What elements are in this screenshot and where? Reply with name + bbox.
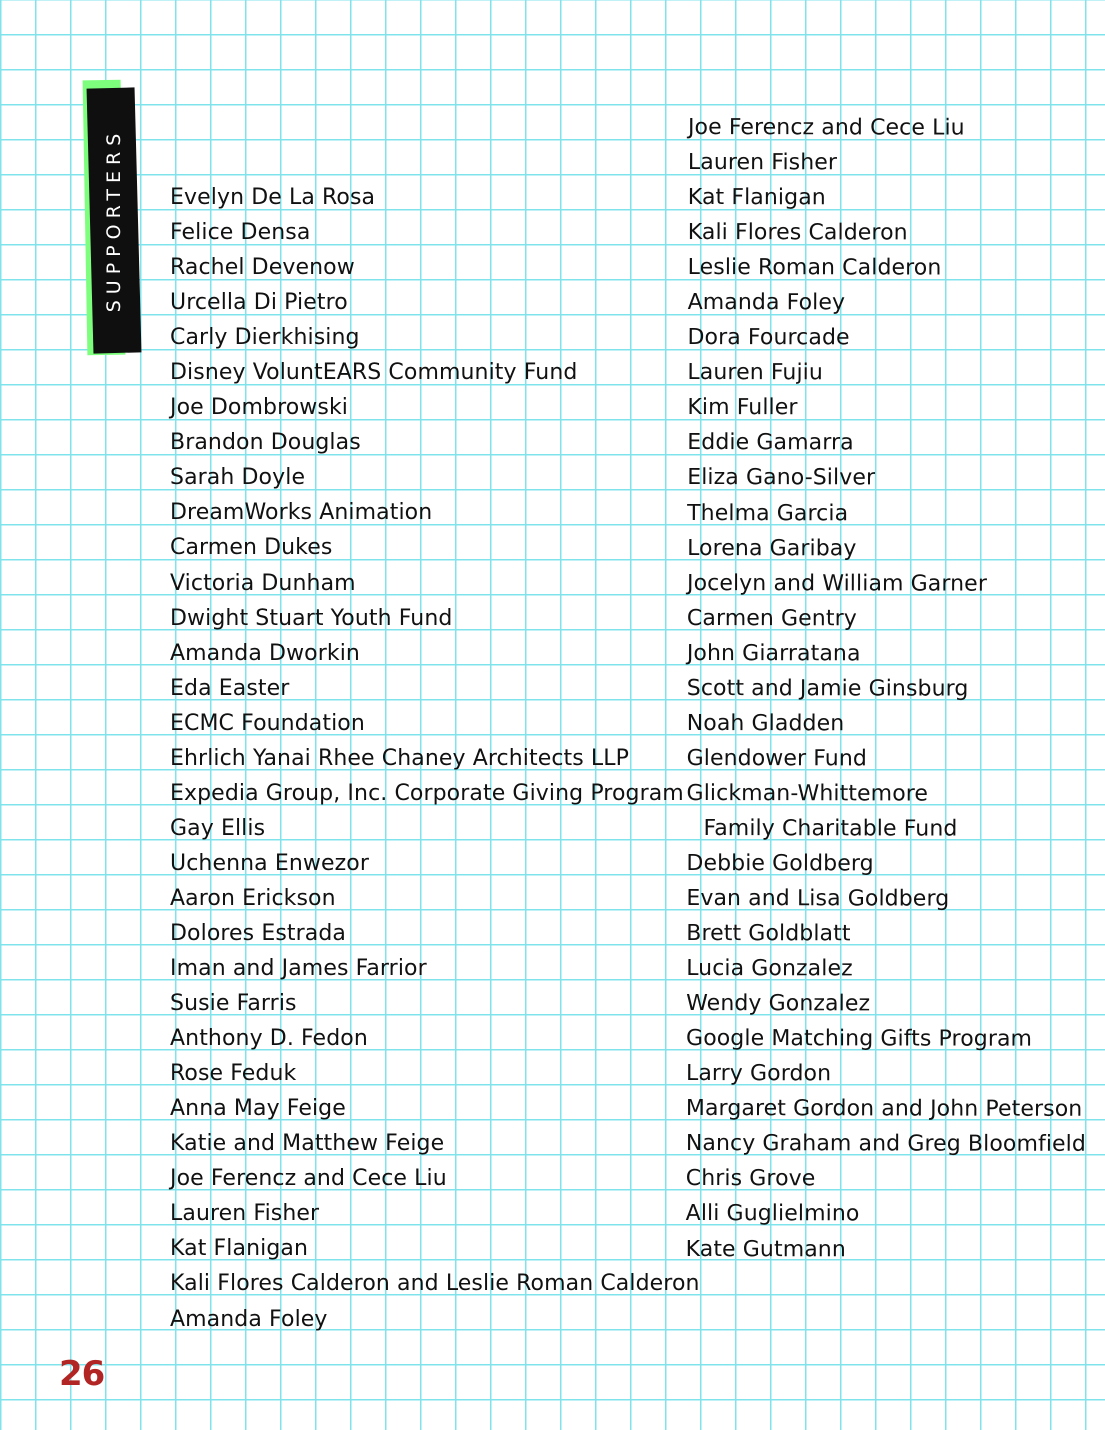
supporter-name: Scott and Jamie Ginsburg: [686, 675, 969, 702]
supporter-name: Evelyn De La Rosa: [170, 185, 376, 210]
supporter-name: Google Matching Gifts Program: [686, 1026, 1033, 1052]
supporter-name: Debbie Goldberg: [686, 850, 874, 877]
supporter-name: Nancy Graham and Greg Bloomfield: [685, 1131, 1086, 1158]
section-tab: [82, 80, 146, 360]
supporter-name: Gay Ellis: [170, 815, 266, 841]
supporters-list-left: [170, 180, 700, 1337]
supporter-name: Eda Easter: [170, 675, 290, 701]
supporter-name: Lorena Garibay: [687, 535, 857, 561]
supporter-name: Joe Ferencz and Cece Liu: [170, 1166, 447, 1192]
supporter-name: DreamWorks Animation: [170, 500, 433, 526]
supporter-name: Eliza Gano-Silver: [687, 465, 876, 491]
supporter-name: Larry Gordon: [685, 1061, 832, 1087]
supporter-name: Lauren Fujiu: [687, 360, 823, 386]
supporter-name: Sarah Doyle: [170, 465, 306, 491]
supporter-name: Jocelyn and William Garner: [686, 570, 988, 597]
supporter-name: Anthony D. Fedon: [170, 1026, 368, 1052]
supporter-name: ECMC Foundation: [170, 710, 365, 736]
supporter-name: Kat Flanigan: [687, 185, 826, 211]
supporter-name: Dwight Stuart Youth Fund: [170, 605, 453, 631]
supporter-name: Ehrlich Yanai Rhee Chaney Architects LLP: [170, 745, 630, 771]
supporter-name: Victoria Dunham: [170, 570, 356, 596]
supporter-name: Katie and Matthew Feige: [170, 1131, 445, 1157]
supporter-name: Margaret Gordon and John Peterson: [685, 1096, 1083, 1123]
supporter-name: Eddie Gamarra: [687, 430, 854, 456]
supporter-name: Glickman-Whittemore: [686, 780, 929, 807]
supporter-name: Expedia Group, Inc. Corporate Giving Program: [170, 780, 684, 806]
supporter-name: Uchenna Enwezor: [170, 850, 369, 876]
supporter-name: Leslie Roman Calderon: [687, 255, 942, 281]
supporter-name: Kim Fuller: [687, 395, 798, 421]
supporter-name: Evan and Lisa Goldberg: [686, 886, 950, 912]
supporter-name-continued: Family Charitable Fund: [703, 815, 958, 842]
supporter-name: Joe Dombrowski: [170, 395, 349, 421]
supporter-name: Dolores Estrada: [170, 920, 346, 946]
section-tab-label: SUPPORTERS: [103, 127, 125, 313]
supporter-name: Kat Flanigan: [170, 1236, 309, 1262]
supporter-name: Noah Gladden: [686, 710, 845, 737]
supporter-name: Dora Fourcade: [687, 325, 850, 351]
supporter-name: Kali Flores Calderon and Leslie Roman Calderon: [170, 1271, 700, 1297]
supporter-name: Glendower Fund: [686, 745, 868, 772]
page-number: 26: [59, 1354, 105, 1394]
supporter-name: Amanda Foley: [687, 290, 846, 316]
supporter-name: Lauren Fisher: [687, 150, 838, 176]
supporter-name: Chris Grove: [685, 1166, 816, 1192]
supporter-name: Brett Goldblatt: [686, 921, 851, 947]
supporters-list-right: [686, 110, 1089, 1267]
supporter-name: John Giarratana: [686, 640, 861, 667]
supporter-name: Amanda Dworkin: [170, 640, 360, 666]
supporter-name: Disney VoluntEARS Community Fund: [170, 360, 578, 386]
supporter-name: Felice Densa: [170, 220, 311, 246]
supporter-name: Joe Ferencz and Cece Liu: [687, 114, 965, 141]
supporter-name: Carmen Dukes: [170, 535, 333, 561]
supporter-name: Susie Farris: [170, 991, 297, 1017]
supporter-name: Lucia Gonzalez: [686, 956, 853, 982]
supporter-name: Alli Guglielmino: [685, 1201, 860, 1227]
supporter-name: Iman and James Farrior: [170, 956, 427, 982]
supporter-name: Thelma Garcia: [687, 500, 849, 526]
supporter-name: Rachel Devenow: [170, 255, 355, 281]
supporter-name: Urcella Di Pietro: [170, 290, 348, 316]
supporter-name: Anna May Feige: [170, 1096, 346, 1122]
supporter-name: Carly Dierkhising: [170, 325, 360, 351]
supporter-name: Lauren Fisher: [170, 1201, 320, 1227]
supporter-name: Aaron Erickson: [170, 885, 336, 911]
supporter-name: Wendy Gonzalez: [686, 991, 871, 1017]
supporter-name: Kate Gutmann: [685, 1236, 846, 1262]
supporter-name: Carmen Gentry: [686, 605, 857, 632]
supporter-name: Kali Flores Calderon: [687, 220, 908, 246]
supporter-name: Rose Feduk: [170, 1061, 297, 1087]
supporter-name: Brandon Douglas: [170, 430, 361, 456]
supporter-name: Amanda Foley: [170, 1306, 328, 1332]
